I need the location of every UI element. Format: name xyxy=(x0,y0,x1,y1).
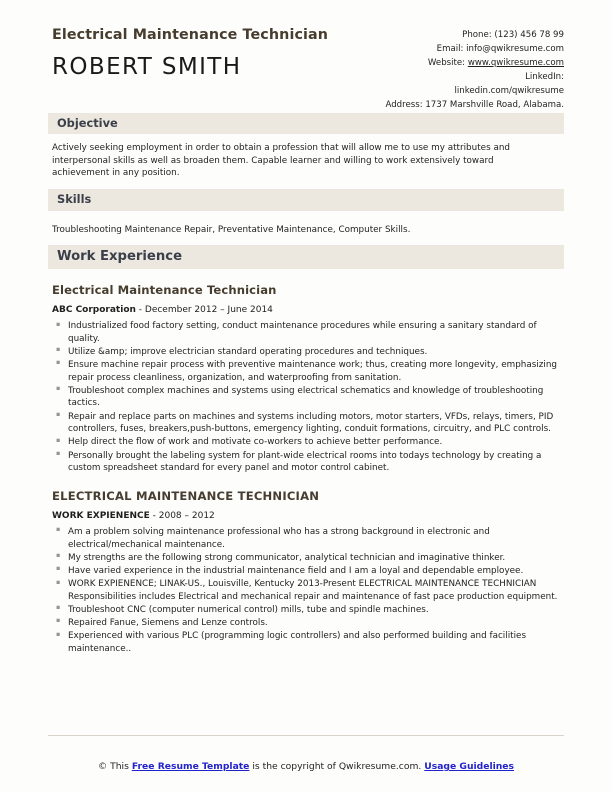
experience-company: ABC Corporation xyxy=(52,305,136,316)
experience-bullet: ▪ My strengths are the following strong communicator, analytical technician and imaginative thinker. xyxy=(52,552,564,565)
experience-entry xyxy=(52,283,564,475)
usage-guidelines-link[interactable]: Usage Guidelines xyxy=(424,761,514,773)
contact-linkedin-label: LinkedIn: xyxy=(525,71,564,82)
experience-bullet: ▪ Personally brought the labeling system for plant-wide electrical rooms into todays technology by creating a custom spreadsheet standard for every panel and motor control cabinet. xyxy=(52,450,564,475)
resume-header xyxy=(0,0,612,113)
header-identity xyxy=(52,26,328,79)
experience-bullet: ▪ Have varied experience in the industrial maintenance field and I am a loyal and dependable employee. xyxy=(52,565,564,578)
contact-phone: Phone: (123) 456 78 99 xyxy=(462,30,564,40)
experience-bullet: ▪ Repair and replace parts on machines and systems including motors, motor starters, VFDs, relays, timers, PID controllers, fuses, breakers,push-buttons, emergency lighting, conduit formations, circuitry, and PLC controls. xyxy=(52,411,564,436)
experience-bullet-list xyxy=(52,526,564,656)
section-header-skills: Skills xyxy=(48,189,564,210)
experience-bullet: ▪ Troubleshoot CNC (computer numerical control) mills, tube and spindle machines. xyxy=(52,604,564,617)
experience-entry xyxy=(52,489,564,656)
experience-separator: - xyxy=(135,305,145,316)
header-job-title: Electrical Maintenance Technician xyxy=(52,27,329,43)
contact-linkedin-url[interactable]: linkedin.com/qwikresume xyxy=(454,85,564,96)
contact-website-link[interactable]: www.qwikresume.com xyxy=(467,57,564,68)
experience-bullet: ▪ Industrialized food factory setting, conduct maintenance procedures while ensuring a sanitary standard of quality. xyxy=(52,320,564,345)
experience-bullet: ▪ Help direct the flow of work and motivate co-workers to achieve better performance. xyxy=(52,436,564,449)
experience-bullet: ▪ Am a problem solving maintenance professional who has a strong background in electronic and electrical/mechanical maintenance. xyxy=(52,526,564,551)
experience-company: WORK EXPIENENCE xyxy=(52,510,150,521)
experience-bullet-list xyxy=(52,320,564,475)
experience-job-title: Electrical Maintenance Technician xyxy=(52,283,277,298)
contact-website-label: Website: xyxy=(427,57,466,68)
experience-dates: December 2012 – June 2014 xyxy=(144,305,273,316)
experience-separator: - xyxy=(149,510,159,521)
contact-address: Address: 1737 Marshville Road, Alabama. xyxy=(385,99,564,110)
experience-bullet: ▪ Troubleshoot complex machines and systems using electrical schematics and knowledge of troubleshooting tactics. xyxy=(52,385,564,410)
footer-pre-text: This xyxy=(110,761,129,773)
experience-company-line xyxy=(52,511,564,521)
footer xyxy=(48,760,564,774)
experience-dates: 2008 – 2012 xyxy=(158,510,215,521)
free-resume-template-link[interactable]: Free Resume Template xyxy=(131,761,250,773)
experience-job-title: ELECTRICAL MAINTENANCE TECHNICIAN xyxy=(52,488,320,503)
contact-email: Email: info@qwikresume.com xyxy=(436,43,564,54)
footer-divider xyxy=(48,735,564,736)
candidate-name: ROBERT SMITH xyxy=(52,53,242,80)
objective-text: Actively seeking employment in order to obtain a profession that will allow me to use my attributes and interpersonal skills as well as broaden them. Capable learner and willing to work extensively toward achievement in any position. xyxy=(52,142,511,179)
experience-bullet: ▪ WORK EXPIENENCE; LINAK-US., Louisville, Kentucky 2013-Present ELECTRICAL MAINTENANCE TECHNICIAN Responsibilities includes Electrical and mechanical repair and maintenance of fast pace production equipment. xyxy=(52,578,564,603)
section-header-objective: Objective xyxy=(48,113,564,134)
experience-bullet: ▪ Repaired Fanue, Siemens and Lenze controls. xyxy=(52,617,564,630)
contact-website xyxy=(385,57,564,71)
experience-company-line xyxy=(52,305,564,315)
copyright-symbol: © xyxy=(98,761,108,773)
contact-block xyxy=(385,26,564,113)
experience-bullet: ▪ Utilize &amp; improve electrician standard operating procedures and techniques. xyxy=(52,346,564,359)
section-header-work-experience: Work Experience xyxy=(48,245,564,269)
skills-text: Troubleshooting Maintenance Repair, Preventative Maintenance, Computer Skills. xyxy=(52,224,411,235)
footer-mid-text: is the copyright of Qwikresume.com. xyxy=(252,761,422,773)
experience-bullet: ▪ Experienced with various PLC (programming logic controllers) and also performed building and facilities maintenance.. xyxy=(52,630,564,655)
experience-bullet: ▪ Ensure machine repair process with preventive maintenance work; thus, creating more longevity, emphasizing repair process cleanliness, organization, and waterproofing from sanitation. xyxy=(52,359,564,384)
